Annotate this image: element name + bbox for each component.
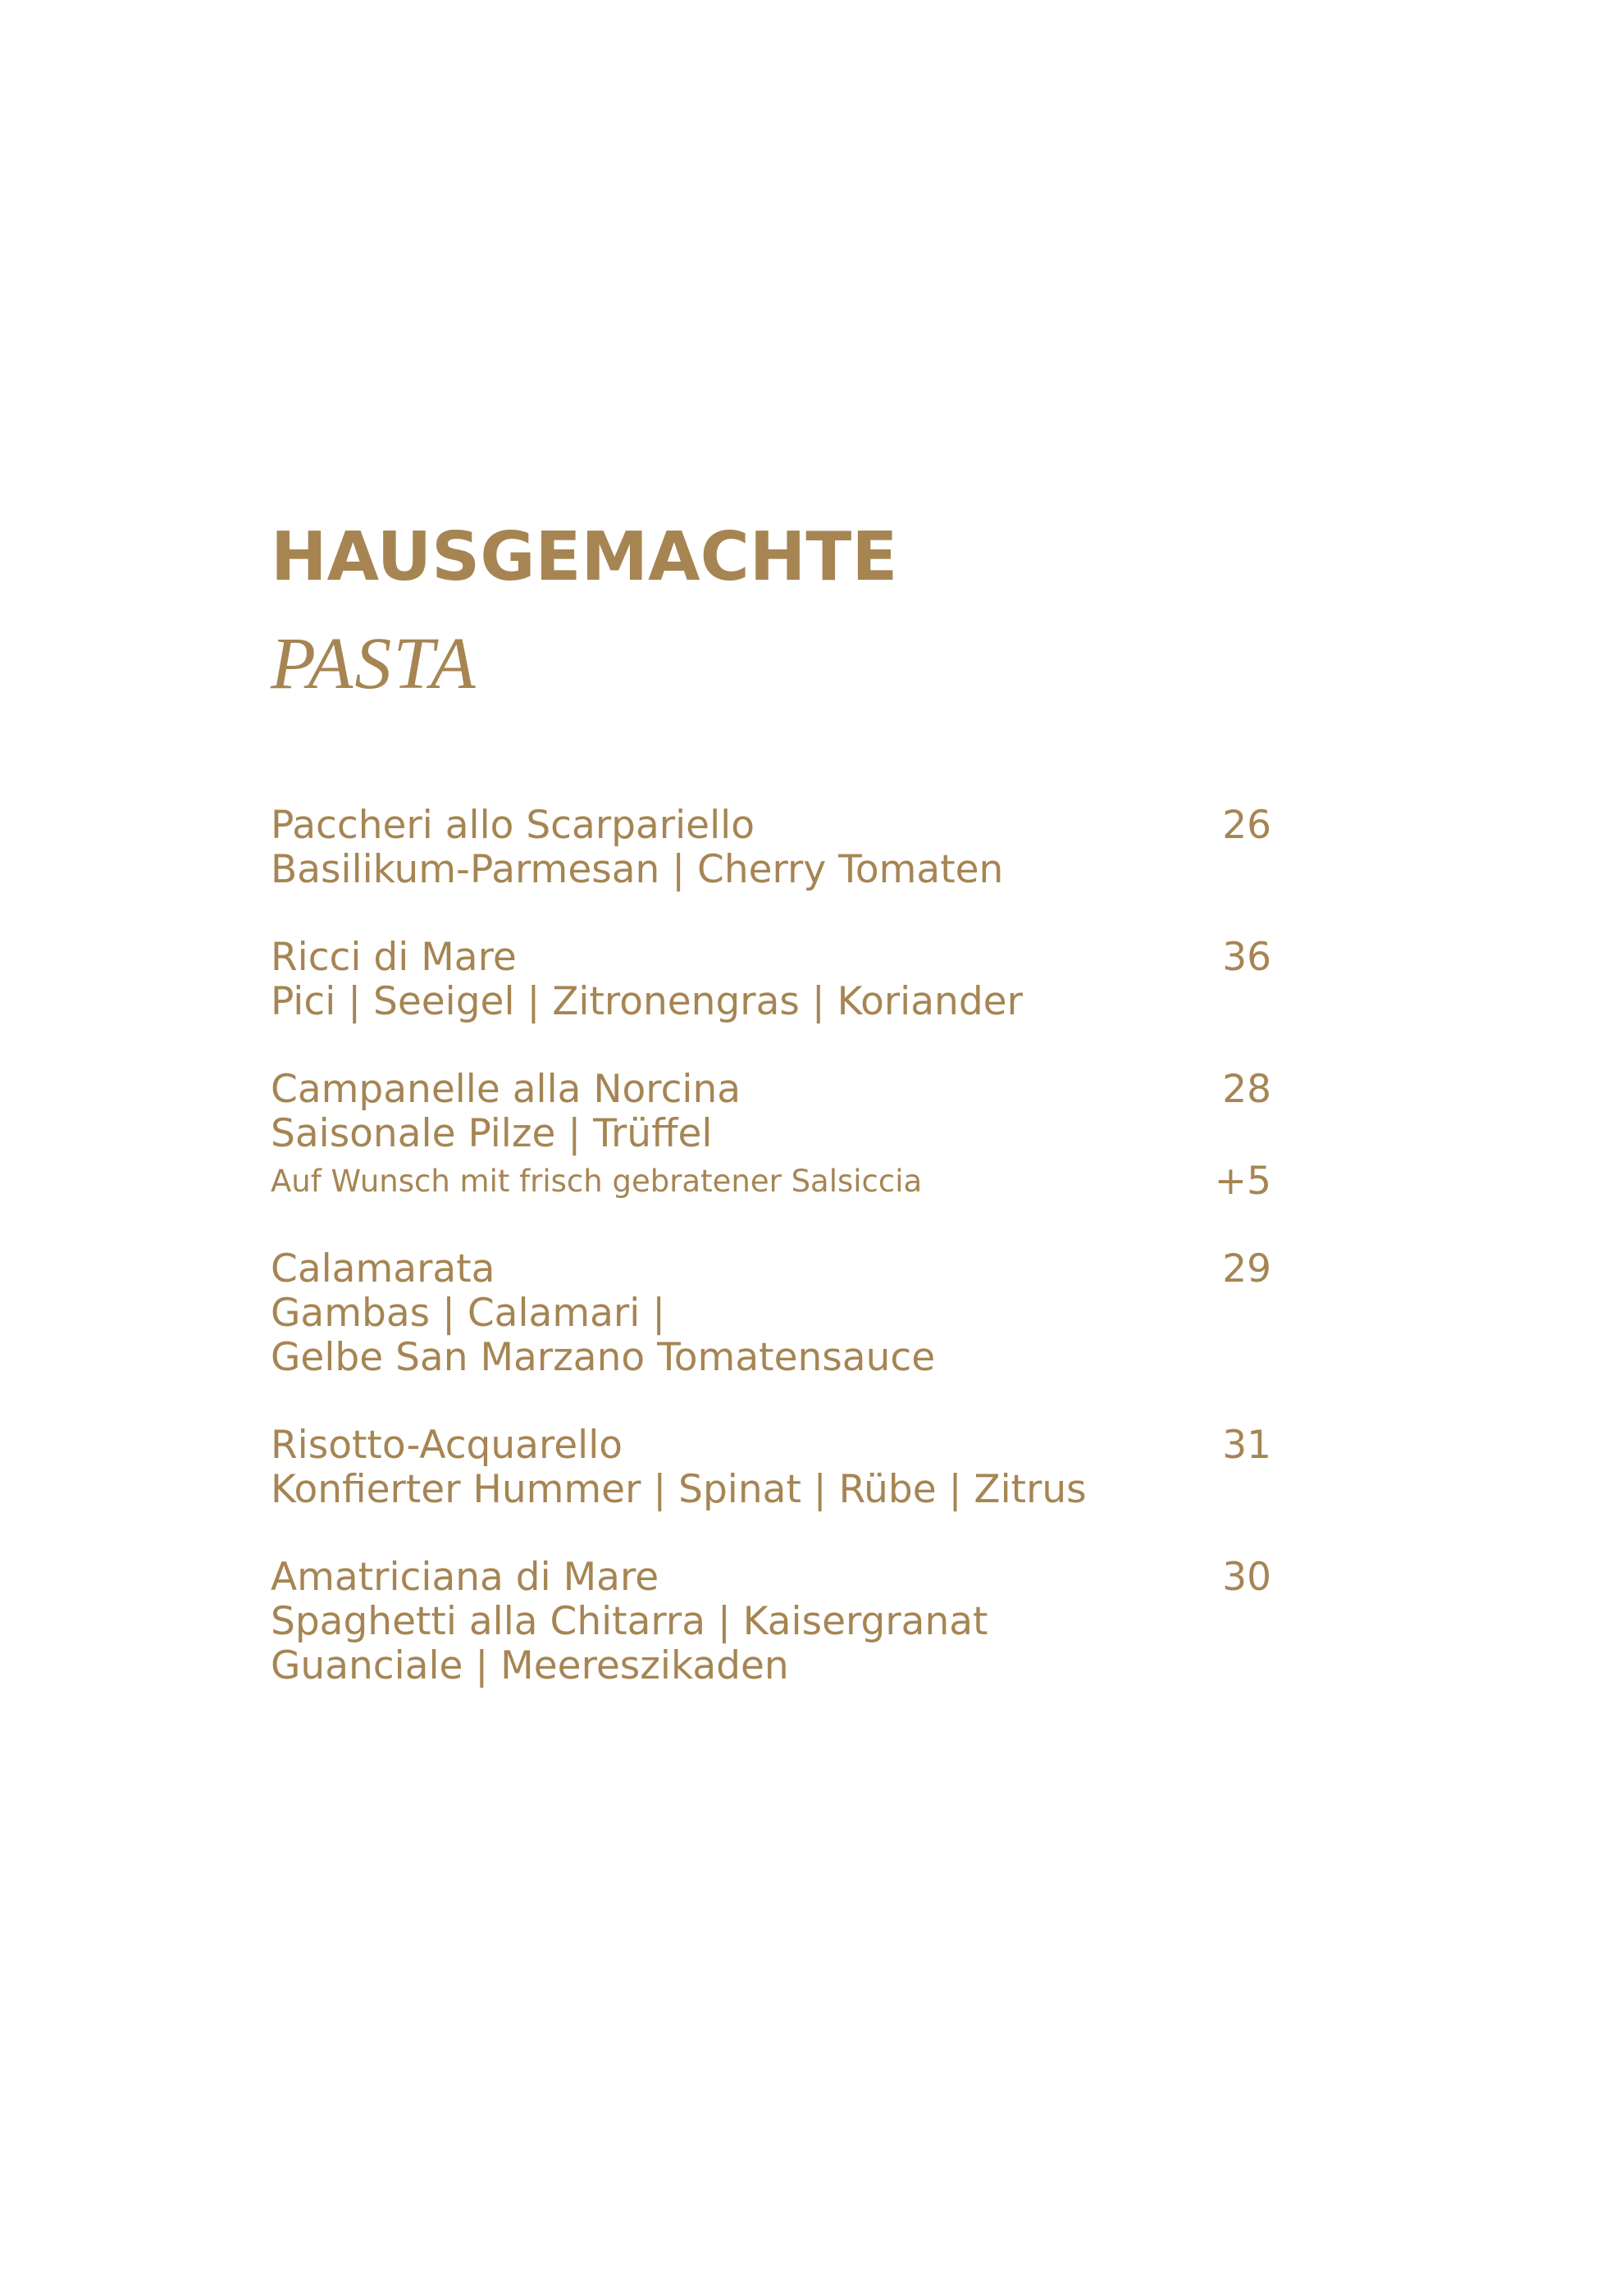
menu-heading: HAUSGEMACHTE <box>271 518 898 596</box>
menu-item <box>271 1068 1271 1204</box>
dish-option-note: Auf Wunsch mit frisch gebratener Salsiccia <box>271 1164 923 1199</box>
menu-item <box>271 1556 1271 1688</box>
dish-price: 28 <box>1222 1067 1271 1112</box>
dish-name: Ricci di Mare <box>271 935 517 980</box>
dish-description: Pici | Seeigel | Zitronengras | Koriander <box>271 979 1023 1024</box>
menu-subheading: PASTA <box>271 623 477 704</box>
dish-price: 36 <box>1222 935 1271 980</box>
dish-price: 26 <box>1222 803 1271 848</box>
dish-description: Saisonale Pilze | Trüffel <box>271 1111 713 1156</box>
menu-item <box>271 1424 1271 1512</box>
dish-name: Amatriciana di Mare <box>271 1555 659 1600</box>
dish-name: Risotto-Acquarello <box>271 1423 623 1468</box>
dish-name: Paccheri allo Scarpariello <box>271 803 755 848</box>
dish-price: 30 <box>1222 1555 1271 1600</box>
dish-price: 29 <box>1222 1246 1271 1292</box>
dish-price: 31 <box>1222 1423 1271 1468</box>
dish-description: Konfierter Hummer | Spinat | Rübe | Zitrus <box>271 1467 1087 1512</box>
dish-description: Basilikum-Parmesan | Cherry Tomaten <box>271 847 1004 892</box>
dish-description: Guanciale | Meereszikaden <box>271 1643 789 1688</box>
menu-item <box>271 804 1271 892</box>
dish-description: Gelbe San Marzano Tomatensauce <box>271 1335 936 1380</box>
dish-option-price: +5 <box>1214 1159 1271 1204</box>
dish-description: Spaghetti alla Chitarra | Kaisergranat <box>271 1599 988 1644</box>
dish-name: Calamarata <box>271 1246 495 1292</box>
dish-name: Campanelle alla Norcina <box>271 1067 741 1112</box>
dish-description: Gambas | Calamari | <box>271 1291 666 1336</box>
menu-list <box>271 804 1271 1732</box>
menu-item <box>271 936 1271 1024</box>
menu-item <box>271 1247 1271 1380</box>
